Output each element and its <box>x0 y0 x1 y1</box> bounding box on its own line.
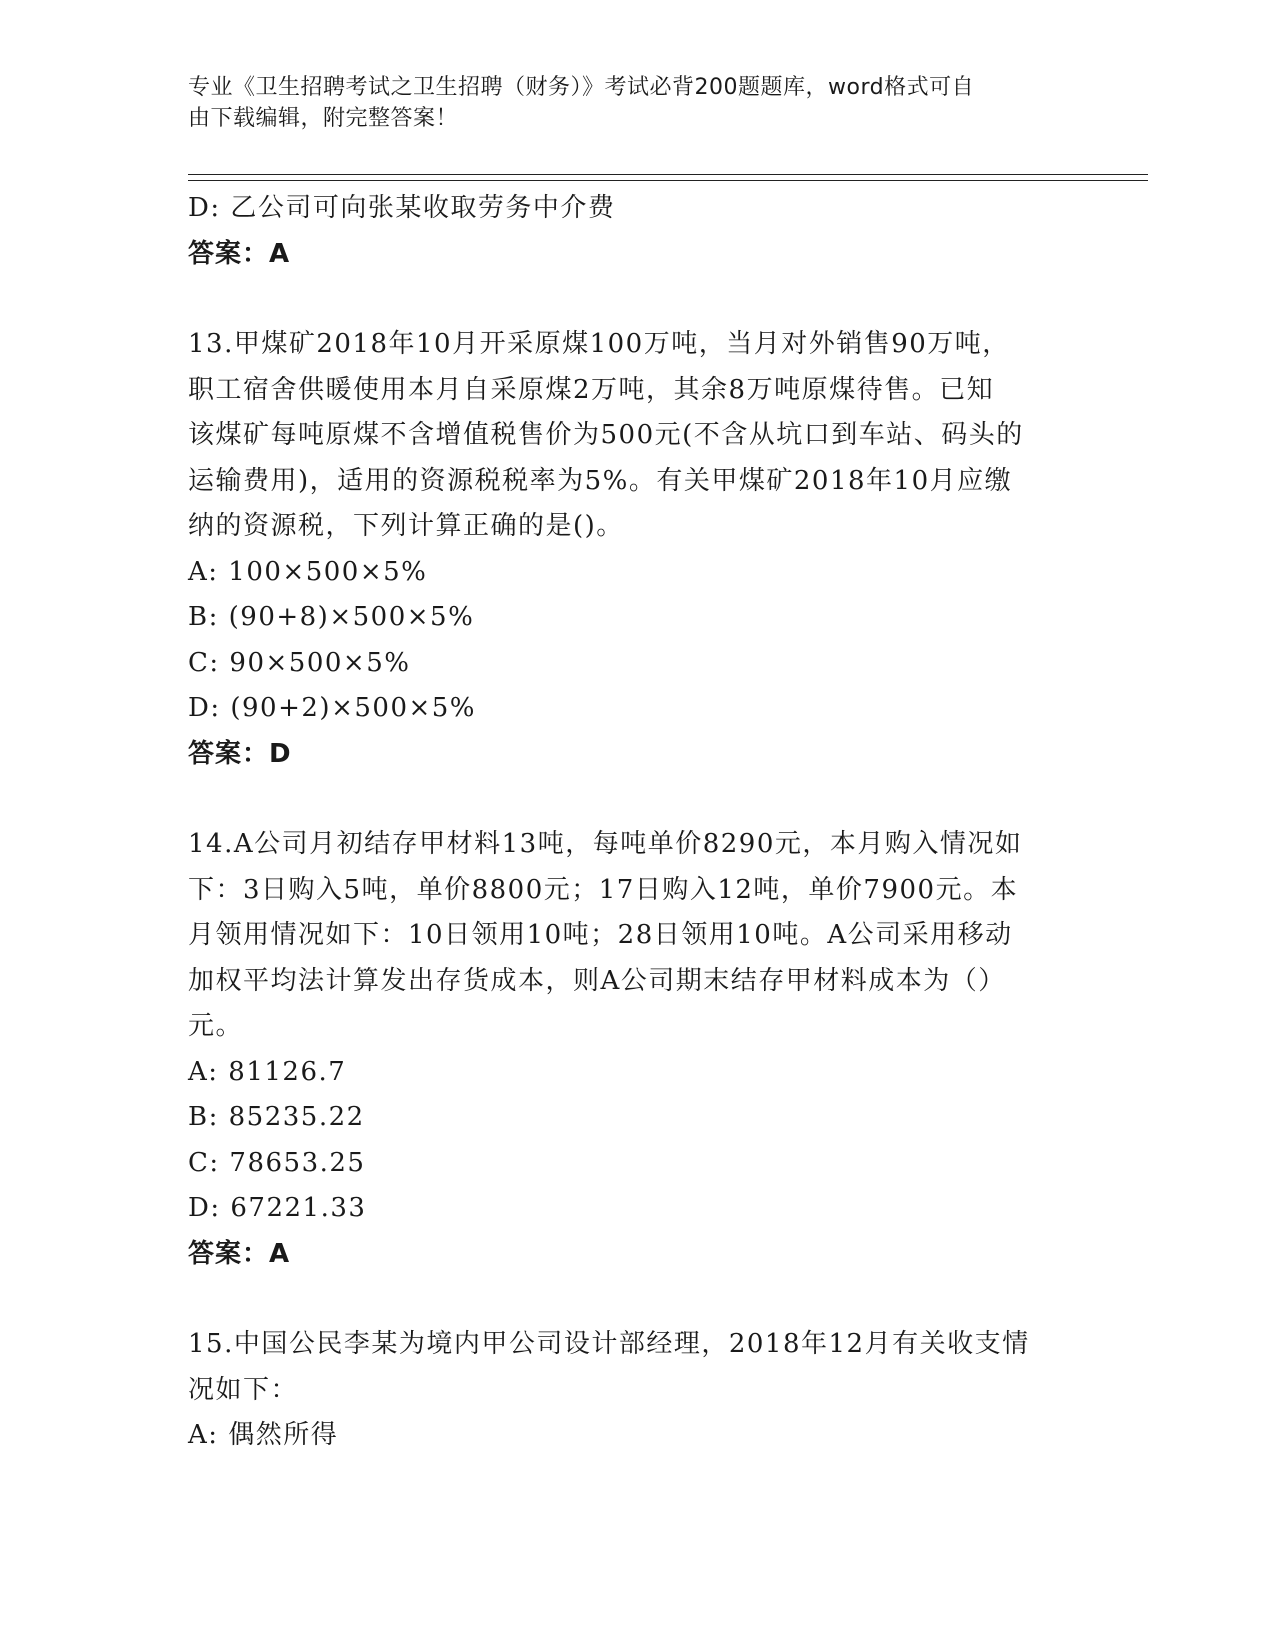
q15-option-a: A: 偶然所得 <box>188 1420 339 1450</box>
q13-text-line: 运输费用)，适用的资源税税率为5%。有关甲煤矿2018年10月应缴 <box>188 465 1013 496</box>
question-13 <box>188 322 1068 777</box>
question-15 <box>188 1322 1068 1459</box>
spacer <box>188 277 1068 322</box>
q14-option-b: B: 85235.22 <box>188 1102 365 1132</box>
q14-text-line: 月领用情况如下：10日领用10吨；28日领用10吨。A公司采用移动 <box>188 920 1013 950</box>
q12-answer: 答案：A <box>188 238 291 269</box>
q13-option-c: C: 90×500×5% <box>188 647 411 678</box>
question-content <box>188 186 1068 1459</box>
q13-text-line: 该煤矿每吨原煤不含增值税售价为500元(不含从坑口到车站、码头的 <box>188 420 1024 450</box>
q13-option-a: A: 100×500×5% <box>188 556 428 587</box>
q13-option-d: D: (90+2)×500×5% <box>188 693 477 723</box>
q14-option-a: A: 81126.7 <box>188 1056 347 1087</box>
q14-text-line: 元。 <box>188 1011 244 1041</box>
question-14 <box>188 822 1068 1277</box>
q15-text-line: 15.中国公民李某为境内甲公司设计部经理，2018年12月有关收支情 <box>188 1329 1030 1359</box>
q14-text-line: 14.A公司月初结存甲材料13吨，每吨单价8290元，本月购入情况如 <box>188 829 1023 859</box>
q14-text-line: 加权平均法计算发出存货成本，则A公司期末结存甲材料成本为（） <box>188 965 1006 996</box>
q14-answer: 答案：A <box>188 1238 291 1269</box>
question-12-tail <box>188 186 1068 277</box>
header-line-1: 专业《卫生招聘考试之卫生招聘（财务）》考试必背200题题库，word格式可自 <box>188 75 975 100</box>
document-header <box>188 72 1068 134</box>
q12-option-d: D: 乙公司可向张某收取劳务中介费 <box>188 193 616 223</box>
q13-answer: 答案：D <box>188 738 292 769</box>
q14-option-c: C: 78653.25 <box>188 1147 366 1178</box>
q14-option-d: D: 67221.33 <box>188 1193 367 1223</box>
q15-text-line: 况如下： <box>188 1374 299 1405</box>
q13-text-line: 职工宿舍供暖使用本月自采原煤2万吨，其余8万吨原煤待售。已知 <box>188 374 995 405</box>
q14-text-line: 下：3日购入5吨，单价8800元；17日购入12吨，单价7900元。本 <box>188 874 1019 905</box>
q13-text-line: 13.甲煤矿2018年10月开采原煤100万吨，当月对外销售90万吨， <box>188 329 1010 359</box>
spacer <box>188 1277 1068 1322</box>
spacer <box>188 777 1068 822</box>
q13-option-b: B: (90+8)×500×5% <box>188 602 475 632</box>
header-line-2: 由下载编辑，附完整答案！ <box>188 106 459 131</box>
q13-text-line: 纳的资源税，下列计算正确的是()。 <box>188 511 624 541</box>
header-divider-bottom <box>188 180 1148 181</box>
header-divider-top <box>188 174 1148 175</box>
